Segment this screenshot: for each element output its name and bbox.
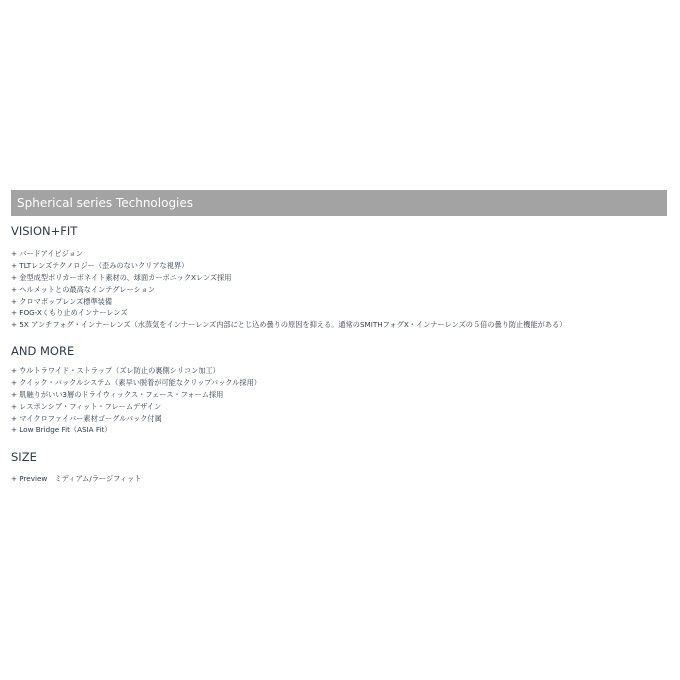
list-item: + バードアイビジョン [11, 249, 83, 258]
list-item: + Preview ミディアム/ラージフィット [11, 474, 142, 483]
vision-fit-list [11, 248, 566, 331]
list-item: + クイック・バックルシステム（素早い脱着が可能なクリップバックル採用） [11, 377, 261, 387]
list-item: + 金型成型ポリカーボネイト素材の、球面カーボニックXレンズ採用 [11, 272, 232, 282]
list-item: + レスポンシブ・フィット・フレームデザイン [11, 401, 162, 411]
size-list [11, 473, 141, 485]
section-header-bar [11, 190, 667, 216]
list-item: + ウルトラワイド・ストラップ（ズレ防止の裏側シリコン加工） [11, 366, 220, 375]
page-title: Spherical series Technologies [17, 196, 194, 210]
and-more-list [11, 365, 261, 436]
list-item: + FOG-Xくもり止めインナーレンズ [11, 308, 128, 318]
list-item: + 肌触りがいい3層のドライウィックス・フェース・フォーム採用 [11, 389, 224, 399]
heading-size: SIZE [11, 450, 37, 464]
list-item: + ヘルメットとの最高なインテグレーション [11, 284, 156, 294]
list-item: + Low Bridge Fit（ASIA Fit） [11, 425, 112, 435]
heading-vision-fit: VISION+FIT [11, 224, 78, 238]
list-item: + クロマポップレンズ標準装備 [11, 296, 113, 306]
list-item: + 5X アンチフォグ・インナーレンズ（水蒸気をインナーレンズ内部にとじ込め曇りの原因を抑える。通常のSMITHフォグX・インナーレンズの５倍の曇り防止機能がある） [11, 320, 567, 330]
list-item: + TLTレンズテクノロジー（歪みのないクリアな視界） [11, 260, 189, 270]
heading-and-more: AND MORE [11, 344, 75, 358]
list-item: + マイクロファイバー素材ゴーグルバック付属 [11, 413, 162, 423]
